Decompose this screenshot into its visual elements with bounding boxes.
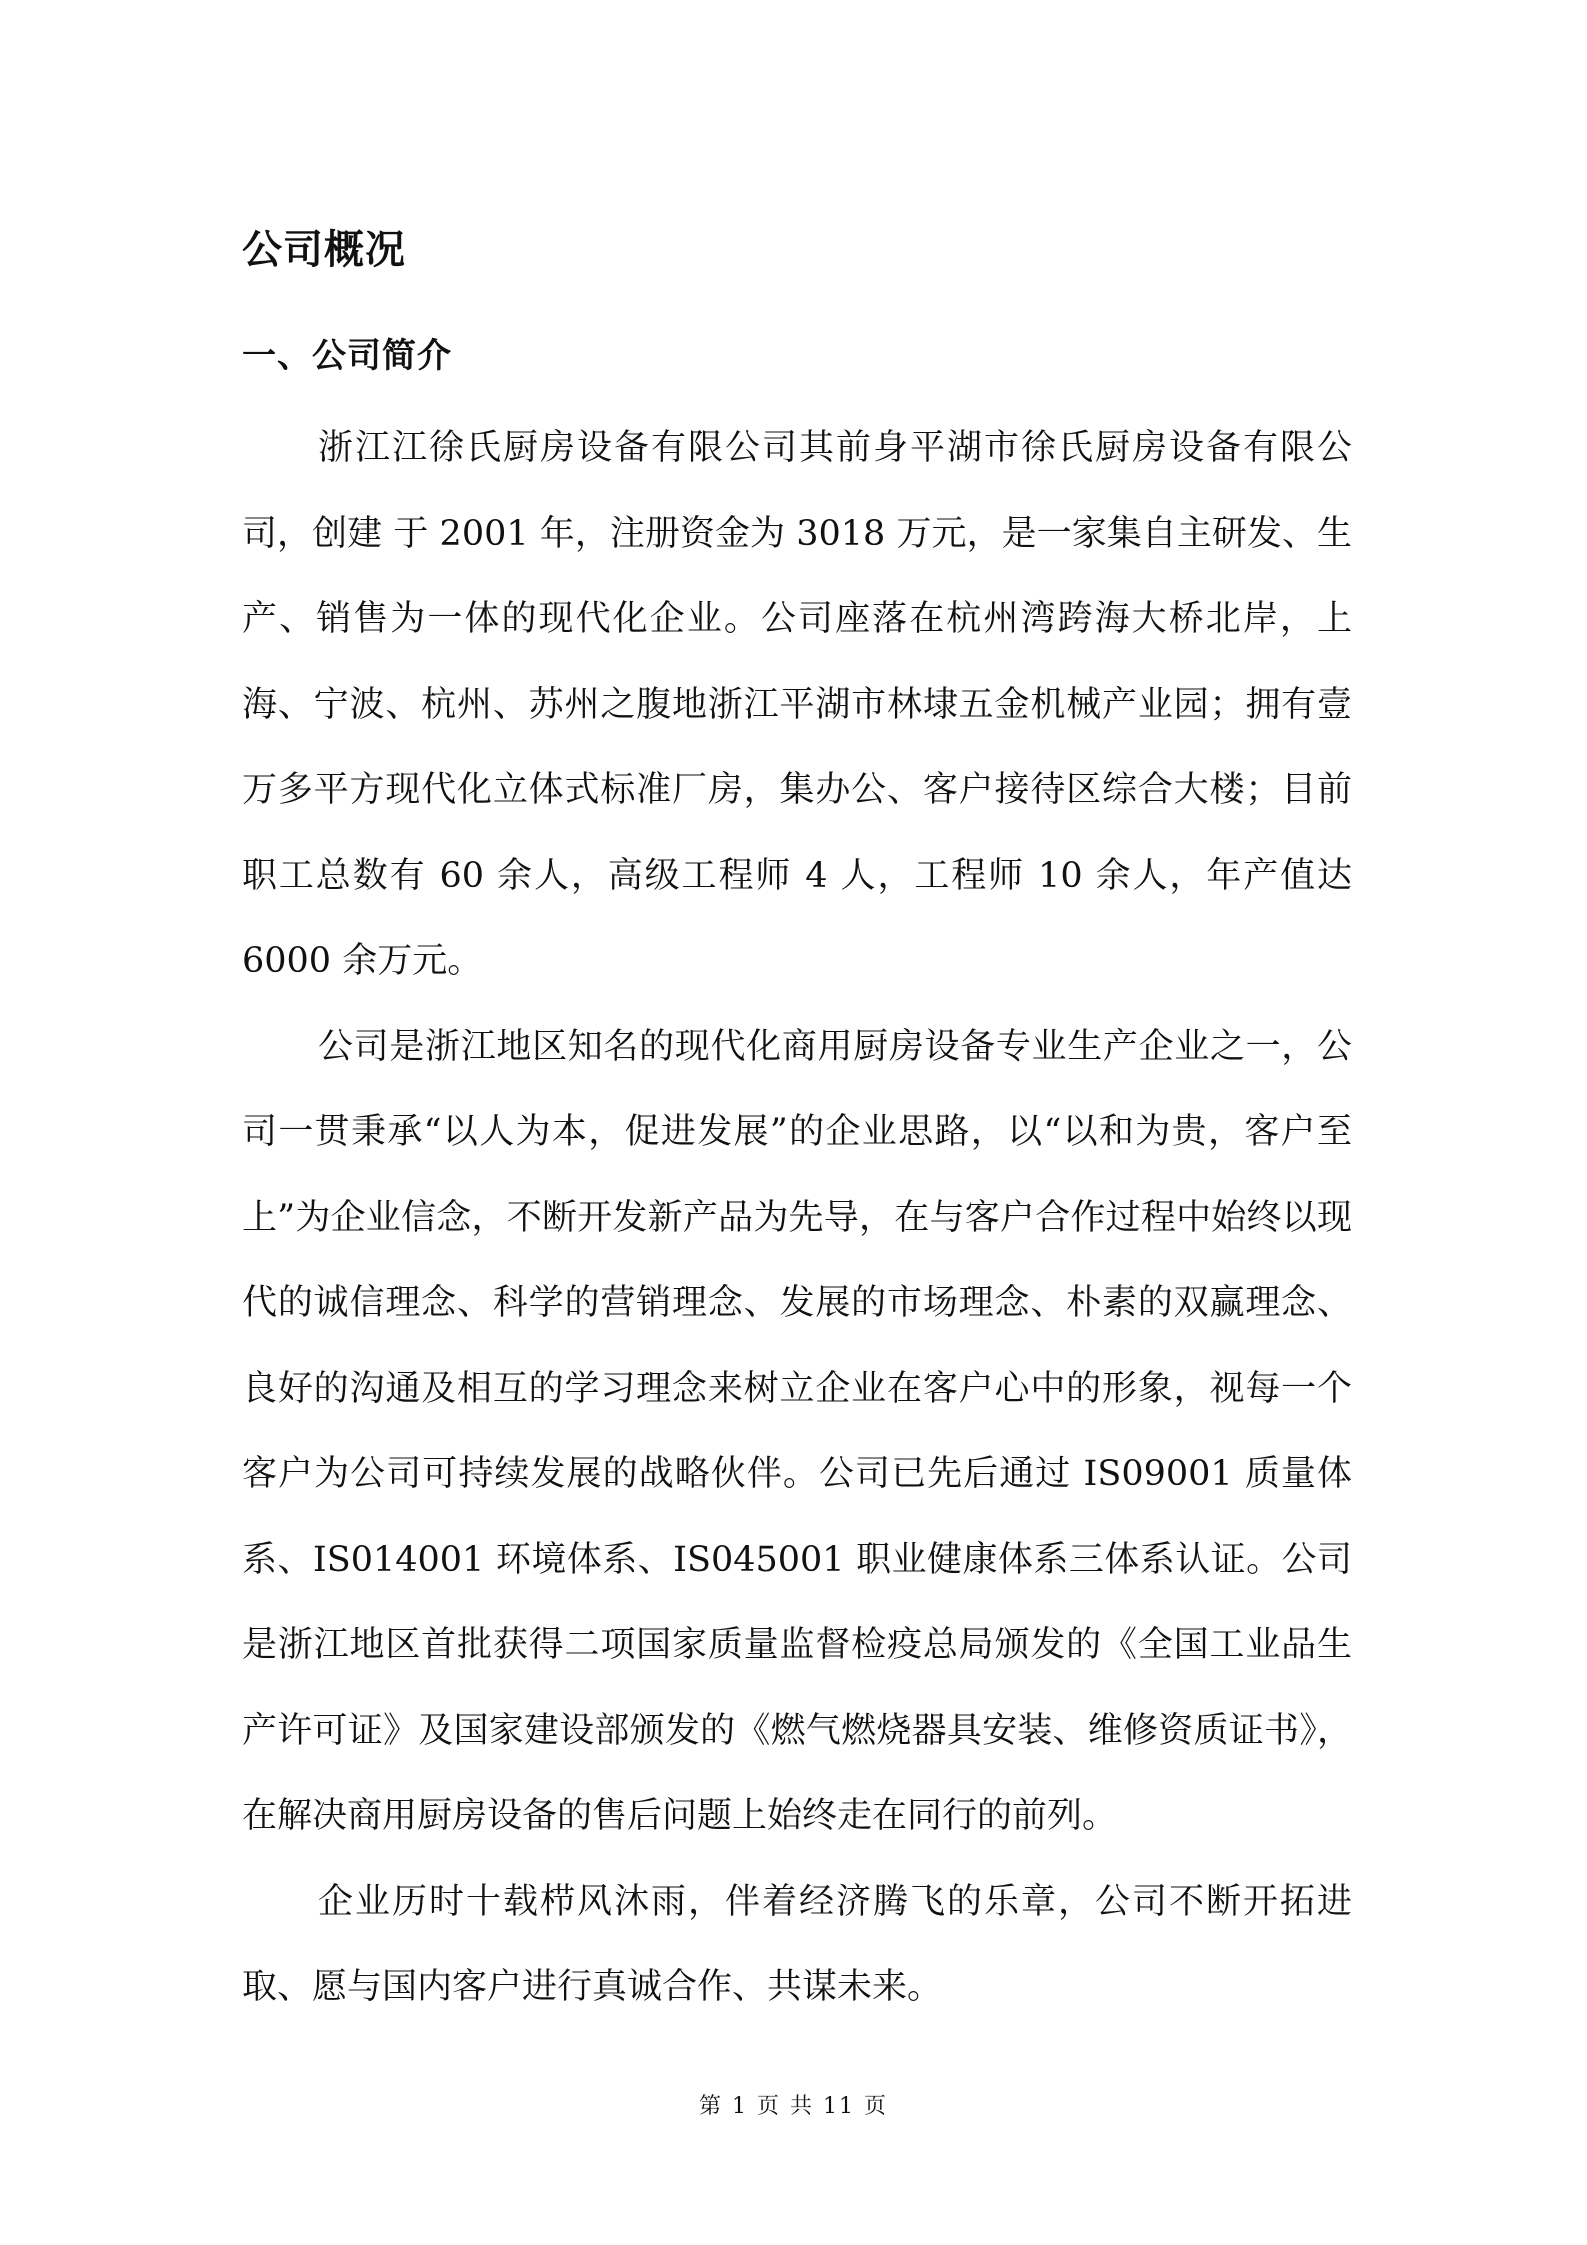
body-text — [242, 406, 1352, 2031]
paragraph-intro: 浙江江徐氏厨房设备有限公司其前身平湖市徐氏厨房设备有限公司，创建 于 2001 年，注册资金为 3018 万元，是一家集自主研发、生产、销售为一体的现代化企业。公司座落在杭州湾跨海大桥北岸，上海、宁波、杭州、苏州之腹地浙江平湖市林埭五金机械产业园；拥有壹万多平方现代化立体式标准厂房，集办公、客户接待区综合大楼；目前职工总数有 60 余人，高级工程师 4 人，工程师 10 余人，年产值达 6000 余万元。 — [242, 428, 1352, 981]
paragraph-closing: 企业历时十载栉风沐雨，伴着经济腾飞的乐章，公司不断开拓进取、愿与国内客户进行真诚合作、共谋未来。 — [242, 1881, 1352, 2007]
page-footer: 第 1 页 共 11 页 — [699, 2094, 888, 2119]
section-heading: 一、公司简介 — [242, 336, 452, 376]
page-title: 公司概况 — [242, 227, 406, 273]
paragraph-philosophy: 公司是浙江地区知名的现代化商用厨房设备专业生产企业之一，公司一贯秉承“以人为本，促进发展”的企业思路，以“以和为贵，客户至上”为企业信念，不断开发新产品为先导，在与客户合作过程中始终以现代的诚信理念、科学的营销理念、发展的市场理念、朴素的双赢理念、良好的沟通及相互的学习理念来树立企业在客户心中的形象，视每一个客户为公司可持续发展的战略伙伴。公司已先后通过 IS09001 质量体系、IS014001 环境体系、IS045001 职业健康体系三体系认证。公司是浙江地区首批获得二项国家质量监督检疫总局颁发的《全国工业品生产许可证》及国家建设部颁发的《燃气燃烧器具安装、维修资质证书》，在解决商用厨房设备的售后问题上始终走在同行的前列。 — [242, 1026, 1352, 1836]
